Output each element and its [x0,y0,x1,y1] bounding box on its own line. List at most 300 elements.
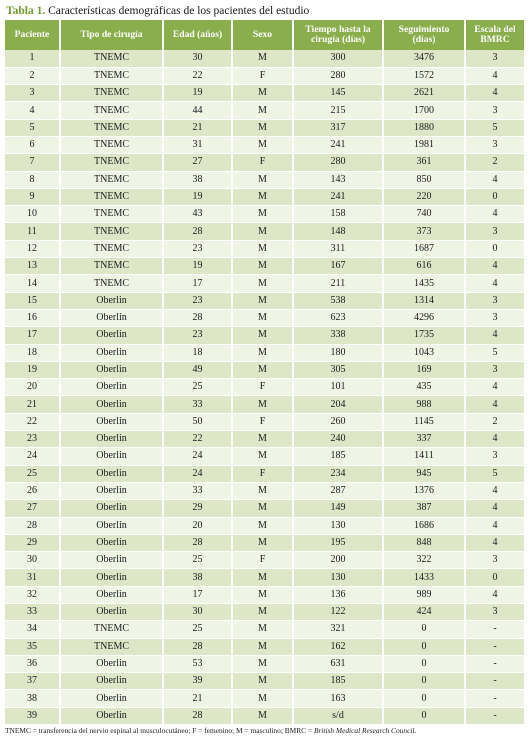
cell-age: 21 [163,119,232,136]
table-row [5,465,524,482]
cell-surgery-type: TNEMC [60,240,163,257]
cell-patient: 9 [5,188,60,205]
cell-age: 24 [163,448,232,465]
header-age: Edad (años) [163,20,232,50]
cell-followup: 0 [383,638,465,655]
cell-followup: 848 [383,534,465,551]
cell-bmrc: 4 [465,379,524,396]
table-row [5,119,524,136]
cell-sex: M [232,206,293,223]
cell-surgery-type: Oberlin [60,465,163,482]
cell-surgery-type: Oberlin [60,327,163,344]
cell-time-to-surgery: 101 [293,379,383,396]
cell-time-to-surgery: 149 [293,500,383,517]
cell-time-to-surgery: 130 [293,569,383,586]
table-row [5,344,524,361]
cell-followup: 945 [383,465,465,482]
cell-patient: 3 [5,85,60,102]
cell-patient: 13 [5,258,60,275]
header-surgery-type: Tipo de cirugía [60,20,163,50]
cell-surgery-type: TNEMC [60,638,163,655]
cell-bmrc: 3 [465,604,524,621]
cell-time-to-surgery: 163 [293,690,383,707]
cell-sex: M [232,586,293,603]
cell-age: 38 [163,569,232,586]
cell-age: 39 [163,673,232,690]
cell-sex: M [232,448,293,465]
cell-bmrc: 3 [465,102,524,119]
cell-patient: 35 [5,638,60,655]
cell-surgery-type: Oberlin [60,344,163,361]
table-row [5,292,524,309]
cell-sex: M [232,119,293,136]
cell-followup: 169 [383,361,465,378]
cell-age: 28 [163,707,232,724]
cell-bmrc: 5 [465,119,524,136]
header-bmrc-line1: Escala del [474,24,516,35]
cell-surgery-type: TNEMC [60,206,163,223]
cell-followup: 322 [383,552,465,569]
cell-bmrc: 2 [465,154,524,171]
cell-patient: 12 [5,240,60,257]
cell-patient: 18 [5,344,60,361]
cell-followup: 1687 [383,240,465,257]
table-row [5,240,524,257]
cell-time-to-surgery: 143 [293,171,383,188]
table-row [5,102,524,119]
cell-followup: 4296 [383,309,465,326]
cell-sex: M [232,655,293,672]
table-row [5,275,524,292]
cell-followup: 0 [383,707,465,724]
cell-surgery-type: Oberlin [60,673,163,690]
cell-bmrc: 3 [465,223,524,240]
cell-sex: M [232,482,293,499]
cell-age: 33 [163,396,232,413]
cell-surgery-type: Oberlin [60,379,163,396]
cell-sex: M [232,534,293,551]
cell-patient: 2 [5,67,60,84]
table-row [5,413,524,430]
cell-time-to-surgery: 305 [293,361,383,378]
cell-time-to-surgery: 311 [293,240,383,257]
table-row [5,171,524,188]
header-followup-line2: (días) [412,34,436,45]
cell-followup: 1572 [383,67,465,84]
cell-sex: M [232,638,293,655]
cell-time-to-surgery: 234 [293,465,383,482]
cell-followup: 1981 [383,136,465,153]
cell-time-to-surgery: 260 [293,413,383,430]
cell-time-to-surgery: 167 [293,258,383,275]
table-row [5,586,524,603]
cell-sex: M [232,240,293,257]
table-row [5,431,524,448]
table-row [5,85,524,102]
cell-bmrc: 3 [465,136,524,153]
table-row [5,517,524,534]
cell-surgery-type: TNEMC [60,223,163,240]
cell-bmrc: - [465,673,524,690]
cell-age: 33 [163,482,232,499]
cell-sex: M [232,344,293,361]
cell-patient: 34 [5,621,60,638]
cell-bmrc: 4 [465,482,524,499]
cell-surgery-type: Oberlin [60,309,163,326]
header-time-line2: cirugía (días) [310,34,366,45]
cell-age: 49 [163,361,232,378]
cell-patient: 8 [5,171,60,188]
cell-bmrc: 4 [465,85,524,102]
cell-sex: F [232,67,293,84]
header-time-line1: Tiempo hasta la [305,24,371,35]
cell-followup: 0 [383,621,465,638]
cell-bmrc: 4 [465,586,524,603]
table-row [5,552,524,569]
cell-patient: 21 [5,396,60,413]
cell-bmrc: 4 [465,258,524,275]
cell-patient: 17 [5,327,60,344]
table-body [5,50,524,725]
cell-followup: 989 [383,586,465,603]
cell-surgery-type: TNEMC [60,258,163,275]
cell-age: 19 [163,85,232,102]
cell-sex: F [232,465,293,482]
cell-sex: M [232,396,293,413]
cell-bmrc: 2 [465,413,524,430]
cell-sex: M [232,690,293,707]
header-followup-line1: Seguimiento [398,24,450,35]
cell-patient: 24 [5,448,60,465]
table-footnote [5,726,416,736]
cell-surgery-type: TNEMC [60,119,163,136]
cell-sex: F [232,379,293,396]
table-caption-label: Tabla 1. [6,5,46,17]
cell-followup: 435 [383,379,465,396]
table-row [5,206,524,223]
cell-sex: F [232,552,293,569]
cell-patient: 36 [5,655,60,672]
cell-time-to-surgery: 122 [293,604,383,621]
table-row [5,223,524,240]
cell-sex: M [232,275,293,292]
cell-time-to-surgery: 623 [293,309,383,326]
cell-age: 23 [163,240,232,257]
cell-time-to-surgery: 317 [293,119,383,136]
cell-time-to-surgery: 185 [293,673,383,690]
cell-sex: M [232,292,293,309]
table-row [5,258,524,275]
cell-age: 25 [163,621,232,638]
cell-time-to-surgery: 280 [293,154,383,171]
cell-surgery-type: Oberlin [60,707,163,724]
cell-sex: M [232,621,293,638]
cell-surgery-type: Oberlin [60,413,163,430]
cell-time-to-surgery: 185 [293,448,383,465]
table-row [5,707,524,724]
table-row [5,655,524,672]
table-row [5,327,524,344]
cell-surgery-type: Oberlin [60,552,163,569]
cell-followup: 1411 [383,448,465,465]
cell-bmrc: 3 [465,50,524,67]
cell-bmrc: - [465,638,524,655]
cell-sex: M [232,604,293,621]
cell-time-to-surgery: 631 [293,655,383,672]
cell-surgery-type: TNEMC [60,102,163,119]
cell-followup: 1314 [383,292,465,309]
cell-surgery-type: Oberlin [60,482,163,499]
cell-patient: 1 [5,50,60,67]
cell-bmrc: 3 [465,448,524,465]
cell-patient: 26 [5,482,60,499]
cell-age: 25 [163,379,232,396]
cell-bmrc: 3 [465,309,524,326]
cell-age: 18 [163,344,232,361]
cell-time-to-surgery: 200 [293,552,383,569]
cell-age: 28 [163,309,232,326]
cell-followup: 1433 [383,569,465,586]
cell-followup: 1376 [383,482,465,499]
cell-followup: 1435 [383,275,465,292]
cell-age: 31 [163,136,232,153]
cell-patient: 5 [5,119,60,136]
table-row [5,361,524,378]
cell-patient: 31 [5,569,60,586]
table-row [5,154,524,171]
cell-patient: 39 [5,707,60,724]
cell-sex: M [232,361,293,378]
cell-patient: 14 [5,275,60,292]
cell-surgery-type: Oberlin [60,448,163,465]
cell-time-to-surgery: 180 [293,344,383,361]
cell-bmrc: 4 [465,206,524,223]
cell-followup: 1686 [383,517,465,534]
cell-sex: M [232,517,293,534]
cell-followup: 0 [383,655,465,672]
cell-age: 21 [163,690,232,707]
table-row [5,448,524,465]
header-patient: Paciente [5,20,60,50]
cell-followup: 2621 [383,85,465,102]
table-row [5,50,524,67]
cell-followup: 1043 [383,344,465,361]
cell-sex: M [232,85,293,102]
cell-patient: 22 [5,413,60,430]
cell-surgery-type: TNEMC [60,50,163,67]
cell-surgery-type: Oberlin [60,569,163,586]
cell-patient: 20 [5,379,60,396]
cell-patient: 4 [5,102,60,119]
cell-followup: 373 [383,223,465,240]
cell-time-to-surgery: 145 [293,85,383,102]
cell-age: 24 [163,465,232,482]
cell-time-to-surgery: s/d [293,707,383,724]
cell-followup: 387 [383,500,465,517]
cell-patient: 16 [5,309,60,326]
cell-followup: 1145 [383,413,465,430]
header-bmrc [465,20,524,50]
cell-patient: 19 [5,361,60,378]
cell-age: 22 [163,67,232,84]
cell-time-to-surgery: 538 [293,292,383,309]
cell-sex: M [232,188,293,205]
cell-sex: M [232,223,293,240]
cell-age: 19 [163,258,232,275]
cell-patient: 6 [5,136,60,153]
cell-surgery-type: TNEMC [60,275,163,292]
cell-time-to-surgery: 211 [293,275,383,292]
cell-bmrc: 4 [465,517,524,534]
cell-surgery-type: TNEMC [60,171,163,188]
cell-age: 30 [163,50,232,67]
cell-time-to-surgery: 215 [293,102,383,119]
cell-surgery-type: Oberlin [60,655,163,672]
cell-bmrc: - [465,621,524,638]
cell-surgery-type: Oberlin [60,604,163,621]
cell-surgery-type: TNEMC [60,621,163,638]
cell-patient: 28 [5,517,60,534]
table-header-row [5,20,524,50]
cell-bmrc: 0 [465,569,524,586]
table-caption [6,4,309,18]
cell-time-to-surgery: 321 [293,621,383,638]
cell-patient: 32 [5,586,60,603]
cell-time-to-surgery: 195 [293,534,383,551]
cell-sex: M [232,673,293,690]
table-row [5,396,524,413]
cell-age: 50 [163,413,232,430]
cell-patient: 30 [5,552,60,569]
cell-bmrc: - [465,655,524,672]
table-caption-text: Características demográficas de los pacientes del estudio [48,5,310,17]
cell-bmrc: 4 [465,67,524,84]
cell-time-to-surgery: 241 [293,136,383,153]
cell-surgery-type: Oberlin [60,361,163,378]
table-row [5,379,524,396]
cell-surgery-type: TNEMC [60,188,163,205]
cell-age: 22 [163,431,232,448]
table-row [5,500,524,517]
cell-sex: M [232,309,293,326]
cell-surgery-type: Oberlin [60,517,163,534]
table-row [5,534,524,551]
table-row [5,621,524,638]
cell-bmrc: 5 [465,344,524,361]
cell-age: 28 [163,638,232,655]
cell-followup: 740 [383,206,465,223]
cell-age: 17 [163,586,232,603]
cell-patient: 10 [5,206,60,223]
cell-followup: 0 [383,690,465,707]
header-sex: Sexo [232,20,293,50]
cell-age: 43 [163,206,232,223]
cell-bmrc: - [465,707,524,724]
cell-patient: 33 [5,604,60,621]
cell-time-to-surgery: 241 [293,188,383,205]
cell-followup: 337 [383,431,465,448]
cell-patient: 7 [5,154,60,171]
cell-followup: 850 [383,171,465,188]
cell-age: 28 [163,534,232,551]
cell-followup: 988 [383,396,465,413]
cell-sex: F [232,413,293,430]
cell-patient: 23 [5,431,60,448]
cell-bmrc: 4 [465,327,524,344]
table-row [5,690,524,707]
cell-surgery-type: Oberlin [60,396,163,413]
cell-time-to-surgery: 300 [293,50,383,67]
cell-sex: M [232,500,293,517]
cell-followup: 1700 [383,102,465,119]
cell-surgery-type: Oberlin [60,292,163,309]
cell-sex: M [232,171,293,188]
cell-age: 19 [163,188,232,205]
table-row [5,482,524,499]
cell-surgery-type: TNEMC [60,85,163,102]
table-row [5,67,524,84]
cell-patient: 27 [5,500,60,517]
table-row [5,604,524,621]
cell-sex: M [232,136,293,153]
cell-surgery-type: TNEMC [60,136,163,153]
cell-time-to-surgery: 130 [293,517,383,534]
table-row [5,188,524,205]
cell-bmrc: 0 [465,240,524,257]
cell-followup: 1735 [383,327,465,344]
cell-followup: 1880 [383,119,465,136]
cell-time-to-surgery: 338 [293,327,383,344]
cell-bmrc: 3 [465,552,524,569]
cell-bmrc: 4 [465,275,524,292]
cell-surgery-type: Oberlin [60,690,163,707]
cell-surgery-type: Oberlin [60,500,163,517]
cell-patient: 38 [5,690,60,707]
cell-bmrc: 3 [465,361,524,378]
cell-surgery-type: TNEMC [60,67,163,84]
header-time-to-surgery [293,20,383,50]
cell-age: 44 [163,102,232,119]
cell-sex: M [232,102,293,119]
cell-surgery-type: Oberlin [60,586,163,603]
cell-followup: 220 [383,188,465,205]
cell-patient: 11 [5,223,60,240]
cell-sex: M [232,569,293,586]
cell-bmrc: 4 [465,431,524,448]
footnote-text: TNEMC = transferencia del nervio espinal al musculocutáneo; F = femenino; M = masculino; BMRC = [5,726,314,735]
cell-bmrc: 0 [465,188,524,205]
cell-surgery-type: Oberlin [60,431,163,448]
cell-bmrc: 4 [465,171,524,188]
cell-age: 17 [163,275,232,292]
cell-age: 23 [163,327,232,344]
cell-age: 38 [163,171,232,188]
cell-time-to-surgery: 287 [293,482,383,499]
cell-time-to-surgery: 280 [293,67,383,84]
cell-age: 20 [163,517,232,534]
cell-sex: F [232,154,293,171]
cell-followup: 3476 [383,50,465,67]
cell-age: 28 [163,223,232,240]
table-row [5,136,524,153]
table-row [5,309,524,326]
cell-patient: 29 [5,534,60,551]
cell-age: 53 [163,655,232,672]
cell-followup: 361 [383,154,465,171]
cell-bmrc: 3 [465,292,524,309]
table-row [5,673,524,690]
cell-sex: M [232,707,293,724]
